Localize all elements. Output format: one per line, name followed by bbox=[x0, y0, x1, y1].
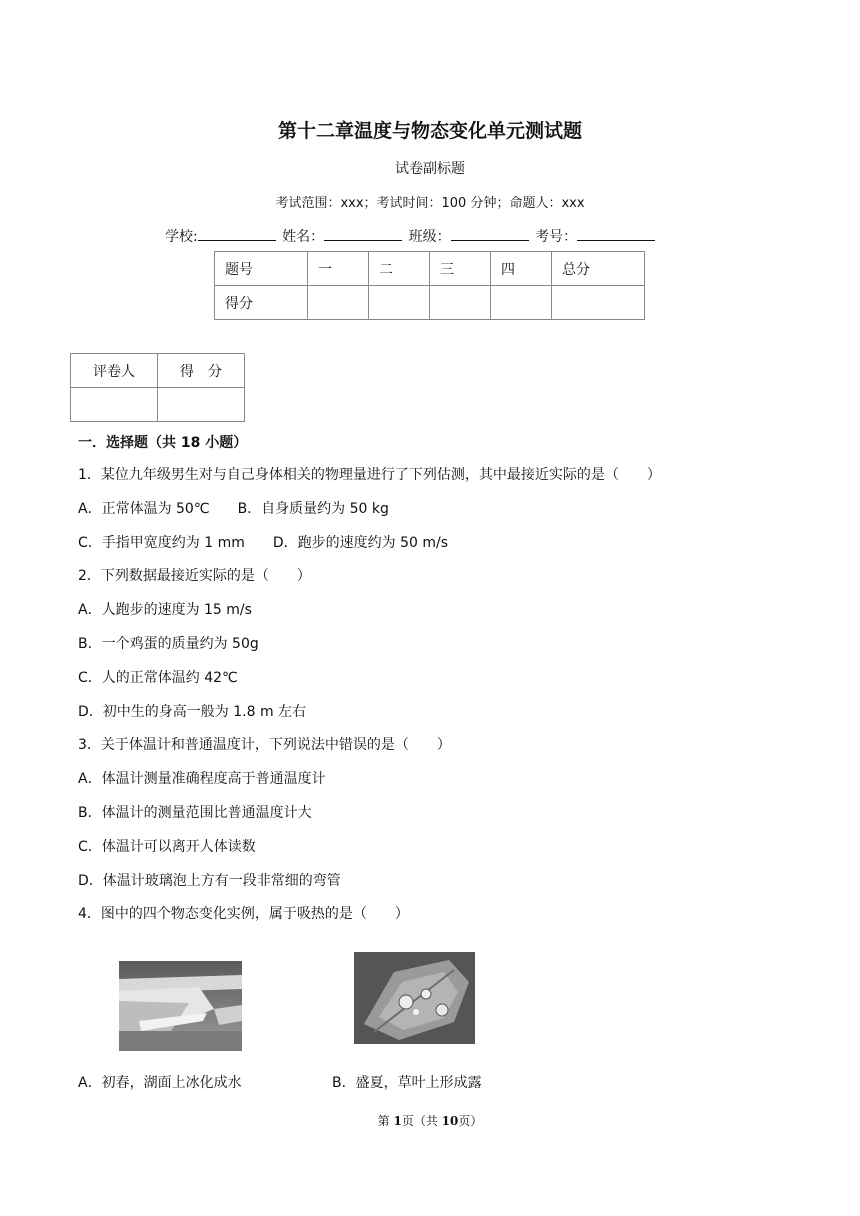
melting-ice-photo bbox=[119, 961, 242, 1051]
school-blank[interactable] bbox=[198, 226, 276, 241]
score-table-score-row bbox=[215, 286, 645, 320]
page-title: 第十二章温度与物态变化单元测试题 bbox=[277, 120, 582, 142]
score-header-cell: 总分 bbox=[552, 252, 645, 286]
question-2-option-a: A．人跑步的速度为 15 m/s bbox=[78, 602, 252, 618]
question-4-stem: 4．图中的四个物态变化实例，属于吸热的是（ ） bbox=[78, 906, 409, 922]
score-cell[interactable] bbox=[430, 286, 491, 320]
score-table bbox=[214, 251, 645, 320]
footer-total-pages: 10 bbox=[441, 1114, 459, 1128]
score-cell[interactable] bbox=[491, 286, 552, 320]
dew-on-leaf-image bbox=[354, 952, 475, 1044]
grader-cell[interactable] bbox=[71, 388, 158, 422]
question-2-option-d: D．初中生的身高一般为 1.8 m 左右 bbox=[78, 704, 307, 720]
grade-cell[interactable] bbox=[158, 388, 245, 422]
question-1-options-line-2: C．手指甲宽度约为 1 mm D．跑步的速度约为 50 m/s bbox=[78, 535, 449, 551]
question-3-stem: 3．关于体温计和普通温度计，下列说法中错误的是（ ） bbox=[78, 737, 451, 753]
footer-page-number: 1 bbox=[393, 1114, 402, 1128]
score-cell[interactable] bbox=[552, 286, 645, 320]
score-header-cell: 四 bbox=[491, 252, 552, 286]
exam-number-label: 考号： bbox=[535, 229, 578, 245]
question-2-option-c: C．人的正常体温约 42℃ bbox=[78, 670, 238, 686]
score-cell[interactable] bbox=[308, 286, 369, 320]
name-blank[interactable] bbox=[324, 226, 402, 241]
name-label: 姓名： bbox=[282, 229, 325, 245]
score-header-cell: 题号 bbox=[215, 252, 308, 286]
question-4-option-a: A．初春，湖面上冰化成水 bbox=[78, 1075, 242, 1091]
student-info-fields bbox=[165, 226, 657, 246]
question-1-options-line-1: A．正常体温为 50℃ B．自身质量约为 50 kg bbox=[78, 501, 389, 517]
section-title: 一．选择题（共 18 小题） bbox=[78, 435, 248, 451]
score-row-label: 得分 bbox=[215, 286, 308, 320]
score-cell[interactable] bbox=[369, 286, 430, 320]
school-label: 学校: bbox=[165, 229, 198, 245]
grade-label: 得 分 bbox=[158, 354, 245, 388]
dew-on-leaf-photo bbox=[354, 952, 475, 1044]
class-label: 班级： bbox=[408, 229, 451, 245]
question-2-option-b: B．一个鸡蛋的质量约为 50g bbox=[78, 636, 259, 652]
grader-label: 评卷人 bbox=[71, 354, 158, 388]
score-header-cell: 二 bbox=[369, 252, 430, 286]
question-3-option-a: A．体温计测量准确程度高于普通温度计 bbox=[78, 771, 326, 787]
class-blank[interactable] bbox=[451, 226, 529, 241]
score-header-cell: 三 bbox=[430, 252, 491, 286]
exam-scope: 考试范围：xxx；考试时间：100 分钟；命题人：xxx bbox=[275, 196, 585, 211]
question-3-option-b: B．体温计的测量范围比普通温度计大 bbox=[78, 805, 312, 821]
score-header-cell: 一 bbox=[308, 252, 369, 286]
melting-ice-image bbox=[119, 961, 242, 1051]
page-subtitle: 试卷副标题 bbox=[395, 161, 465, 177]
exam-number-blank[interactable] bbox=[577, 226, 655, 241]
footer-middle: 页（共 bbox=[401, 1114, 442, 1128]
question-1-stem: 1．某位九年级男生对与自己身体相关的物理量进行了下列估测，其中最接近实际的是（ ） bbox=[78, 467, 661, 483]
question-4-option-b: B．盛夏，草叶上形成露 bbox=[332, 1075, 482, 1091]
score-table-header-row bbox=[215, 252, 645, 286]
question-2-stem: 2．下列数据最接近实际的是（ ） bbox=[78, 568, 311, 584]
grader-table bbox=[70, 353, 245, 422]
page-footer bbox=[0, 1112, 860, 1129]
question-3-option-d: D．体温计玻璃泡上方有一段非常细的弯管 bbox=[78, 873, 341, 889]
question-3-option-c: C．体温计可以离开人体读数 bbox=[78, 839, 256, 855]
footer-suffix: 页） bbox=[458, 1114, 483, 1128]
footer-prefix: 第 bbox=[377, 1114, 394, 1128]
